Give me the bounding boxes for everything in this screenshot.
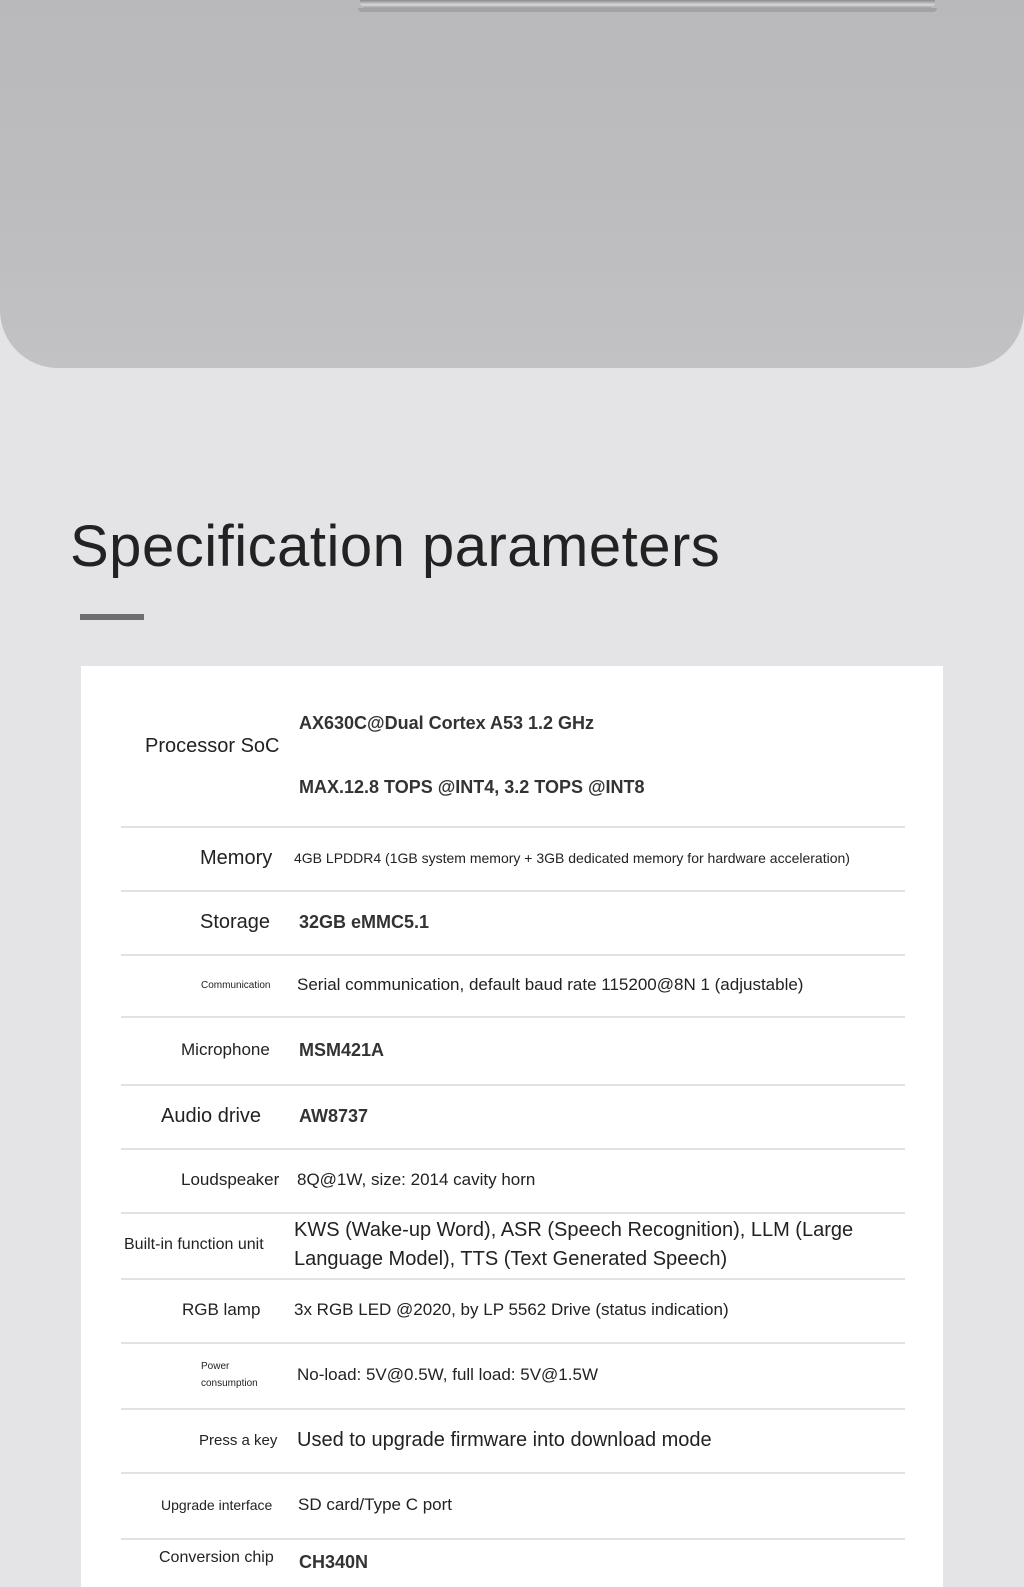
spec-value-line-2: MAX.12.8 TOPS @INT4, 3.2 TOPS @INT8	[299, 777, 645, 797]
spec-row-microphone	[121, 1016, 905, 1086]
spec-value: MSM421A	[299, 1039, 385, 1060]
spec-label: Built-in function unit	[124, 1236, 264, 1253]
spec-row-rgb-lamp	[121, 1278, 905, 1344]
spec-label	[201, 1342, 258, 1408]
spec-value-line-2: Language Model), TTS (Text Generated Speech)	[294, 1248, 728, 1270]
spec-row-processor	[121, 666, 905, 828]
spec-label: Upgrade interface	[161, 1497, 273, 1513]
spec-label: RGB lamp	[182, 1300, 261, 1319]
spec-row-function-unit	[121, 1212, 905, 1280]
spec-label: Conversion chip	[159, 1549, 274, 1566]
device-edge-shadow	[358, 8, 937, 12]
spec-value: 8Q@1W, size: 2014 cavity horn	[297, 1170, 536, 1189]
spec-value: 3x RGB LED @2020, by LP 5562 Drive (status indication)	[294, 1300, 729, 1319]
spec-value: Serial communication, default baud rate 115200@8N 1 (adjustable)	[297, 975, 804, 994]
spec-value: AW8737	[299, 1105, 369, 1126]
spec-row-memory	[121, 826, 905, 892]
spec-row-communication	[121, 954, 905, 1018]
device-edge-image	[360, 0, 935, 8]
spec-label: Microphone	[181, 1040, 270, 1059]
spec-value	[294, 1212, 853, 1278]
spec-value: Used to upgrade firmware into download mode	[297, 1428, 712, 1451]
spec-label-line-1: Power	[201, 1361, 230, 1372]
section-title: Specification parameters	[70, 514, 721, 579]
spec-label-line-2: consumption	[201, 1378, 258, 1389]
spec-label: Processor SoC	[145, 734, 280, 757]
spec-row-storage	[121, 890, 905, 956]
product-image-banner	[0, 0, 1024, 368]
spec-row-upgrade-interface	[121, 1472, 905, 1540]
spec-row-press-key	[121, 1408, 905, 1474]
title-underline	[80, 614, 144, 620]
spec-label: Communication	[201, 979, 271, 991]
spec-row-conversion-chip	[121, 1538, 905, 1587]
spec-value: No-load: 5V@0.5W, full load: 5V@1.5W	[297, 1365, 598, 1384]
spec-label: Audio drive	[161, 1104, 262, 1127]
spec-row-power	[121, 1342, 905, 1410]
spec-label: Memory	[200, 846, 273, 869]
spec-value-line-1: KWS (Wake-up Word), ASR (Speech Recognition), LLM (Large	[294, 1219, 854, 1241]
spec-value: SD card/Type C port	[298, 1495, 453, 1514]
spec-row-audio-drive	[121, 1084, 905, 1150]
spec-table	[81, 666, 943, 1587]
spec-label: Loudspeaker	[181, 1170, 280, 1189]
spec-label: Storage	[200, 910, 271, 933]
spec-value: 4GB LPDDR4 (1GB system memory + 3GB dedicated memory for hardware acceleration)	[294, 850, 850, 866]
spec-value-line-1: AX630C@Dual Cortex A53 1.2 GHz	[299, 713, 594, 733]
spec-value: CH340N	[299, 1552, 369, 1572]
spec-value: 32GB eMMC5.1	[299, 911, 430, 932]
spec-row-loudspeaker	[121, 1148, 905, 1214]
spec-label: Press a key	[199, 1431, 278, 1449]
